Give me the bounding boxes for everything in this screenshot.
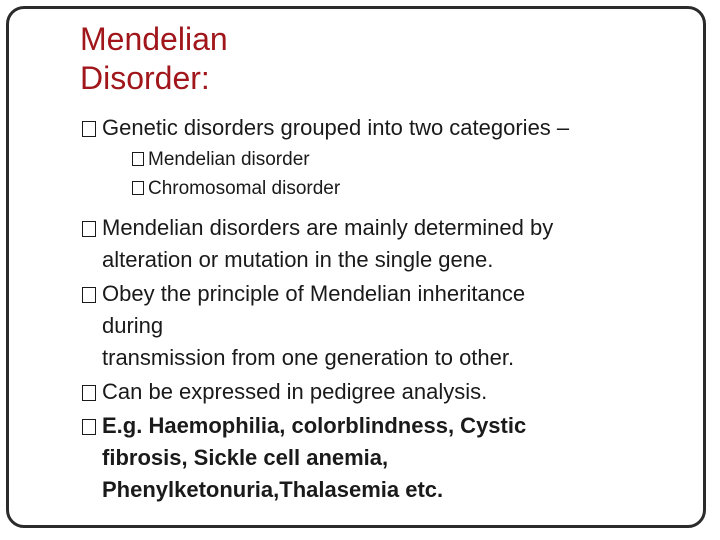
- bullet-box-icon: [82, 287, 96, 303]
- sub-bullet-list: [80, 145, 680, 203]
- bullet-item-examples: [80, 410, 680, 506]
- sub-bullet-chromosomal: [80, 174, 680, 203]
- bullet-text-line-3: Phenylketonuria,Thalasemia etc.: [102, 477, 444, 502]
- bullet-item-mendelian-inheritance: [80, 278, 680, 374]
- slide-content: [80, 112, 680, 506]
- bullet-item-determined-by: [80, 212, 680, 276]
- bullet-item-pedigree: [80, 376, 680, 408]
- bullet-item-genetic-disorders: [80, 112, 680, 144]
- bullet-box-icon: [82, 221, 96, 237]
- bullet-text-line-1: Mendelian disorders are mainly determined by: [102, 215, 554, 240]
- sub-bullet-text: Mendelian disorder: [148, 149, 310, 170]
- slide-title: [80, 20, 228, 98]
- bullet-box-icon: [82, 385, 96, 401]
- bullet-text: Genetic disorders grouped into two categories –: [102, 115, 570, 140]
- sub-bullet-box-icon: [132, 181, 144, 195]
- sub-bullet-mendelian: [80, 145, 680, 174]
- bullet-text-line-2: fibrosis, Sickle cell anemia,: [102, 445, 389, 470]
- bullet-text-line-1: E.g. Haemophilia, colorblindness, Cystic: [102, 413, 527, 438]
- bullet-text: Can be expressed in pedigree analysis.: [102, 379, 488, 404]
- sub-bullet-box-icon: [132, 152, 144, 166]
- bullet-text-line-1: Obey the principle of Mendelian inheritance: [102, 281, 526, 306]
- bullet-text-line-2: alteration or mutation in the single gene.: [102, 247, 494, 272]
- bullet-box-icon: [82, 419, 96, 435]
- bullet-box-icon: [82, 121, 96, 137]
- title-line-2: Disorder:: [80, 60, 210, 96]
- sub-bullet-text: Chromosomal disorder: [148, 178, 341, 199]
- title-line-1: Mendelian: [80, 21, 228, 57]
- bullet-text-line-3: transmission from one generation to other.: [102, 345, 515, 370]
- bullet-text-line-2: during: [102, 313, 164, 338]
